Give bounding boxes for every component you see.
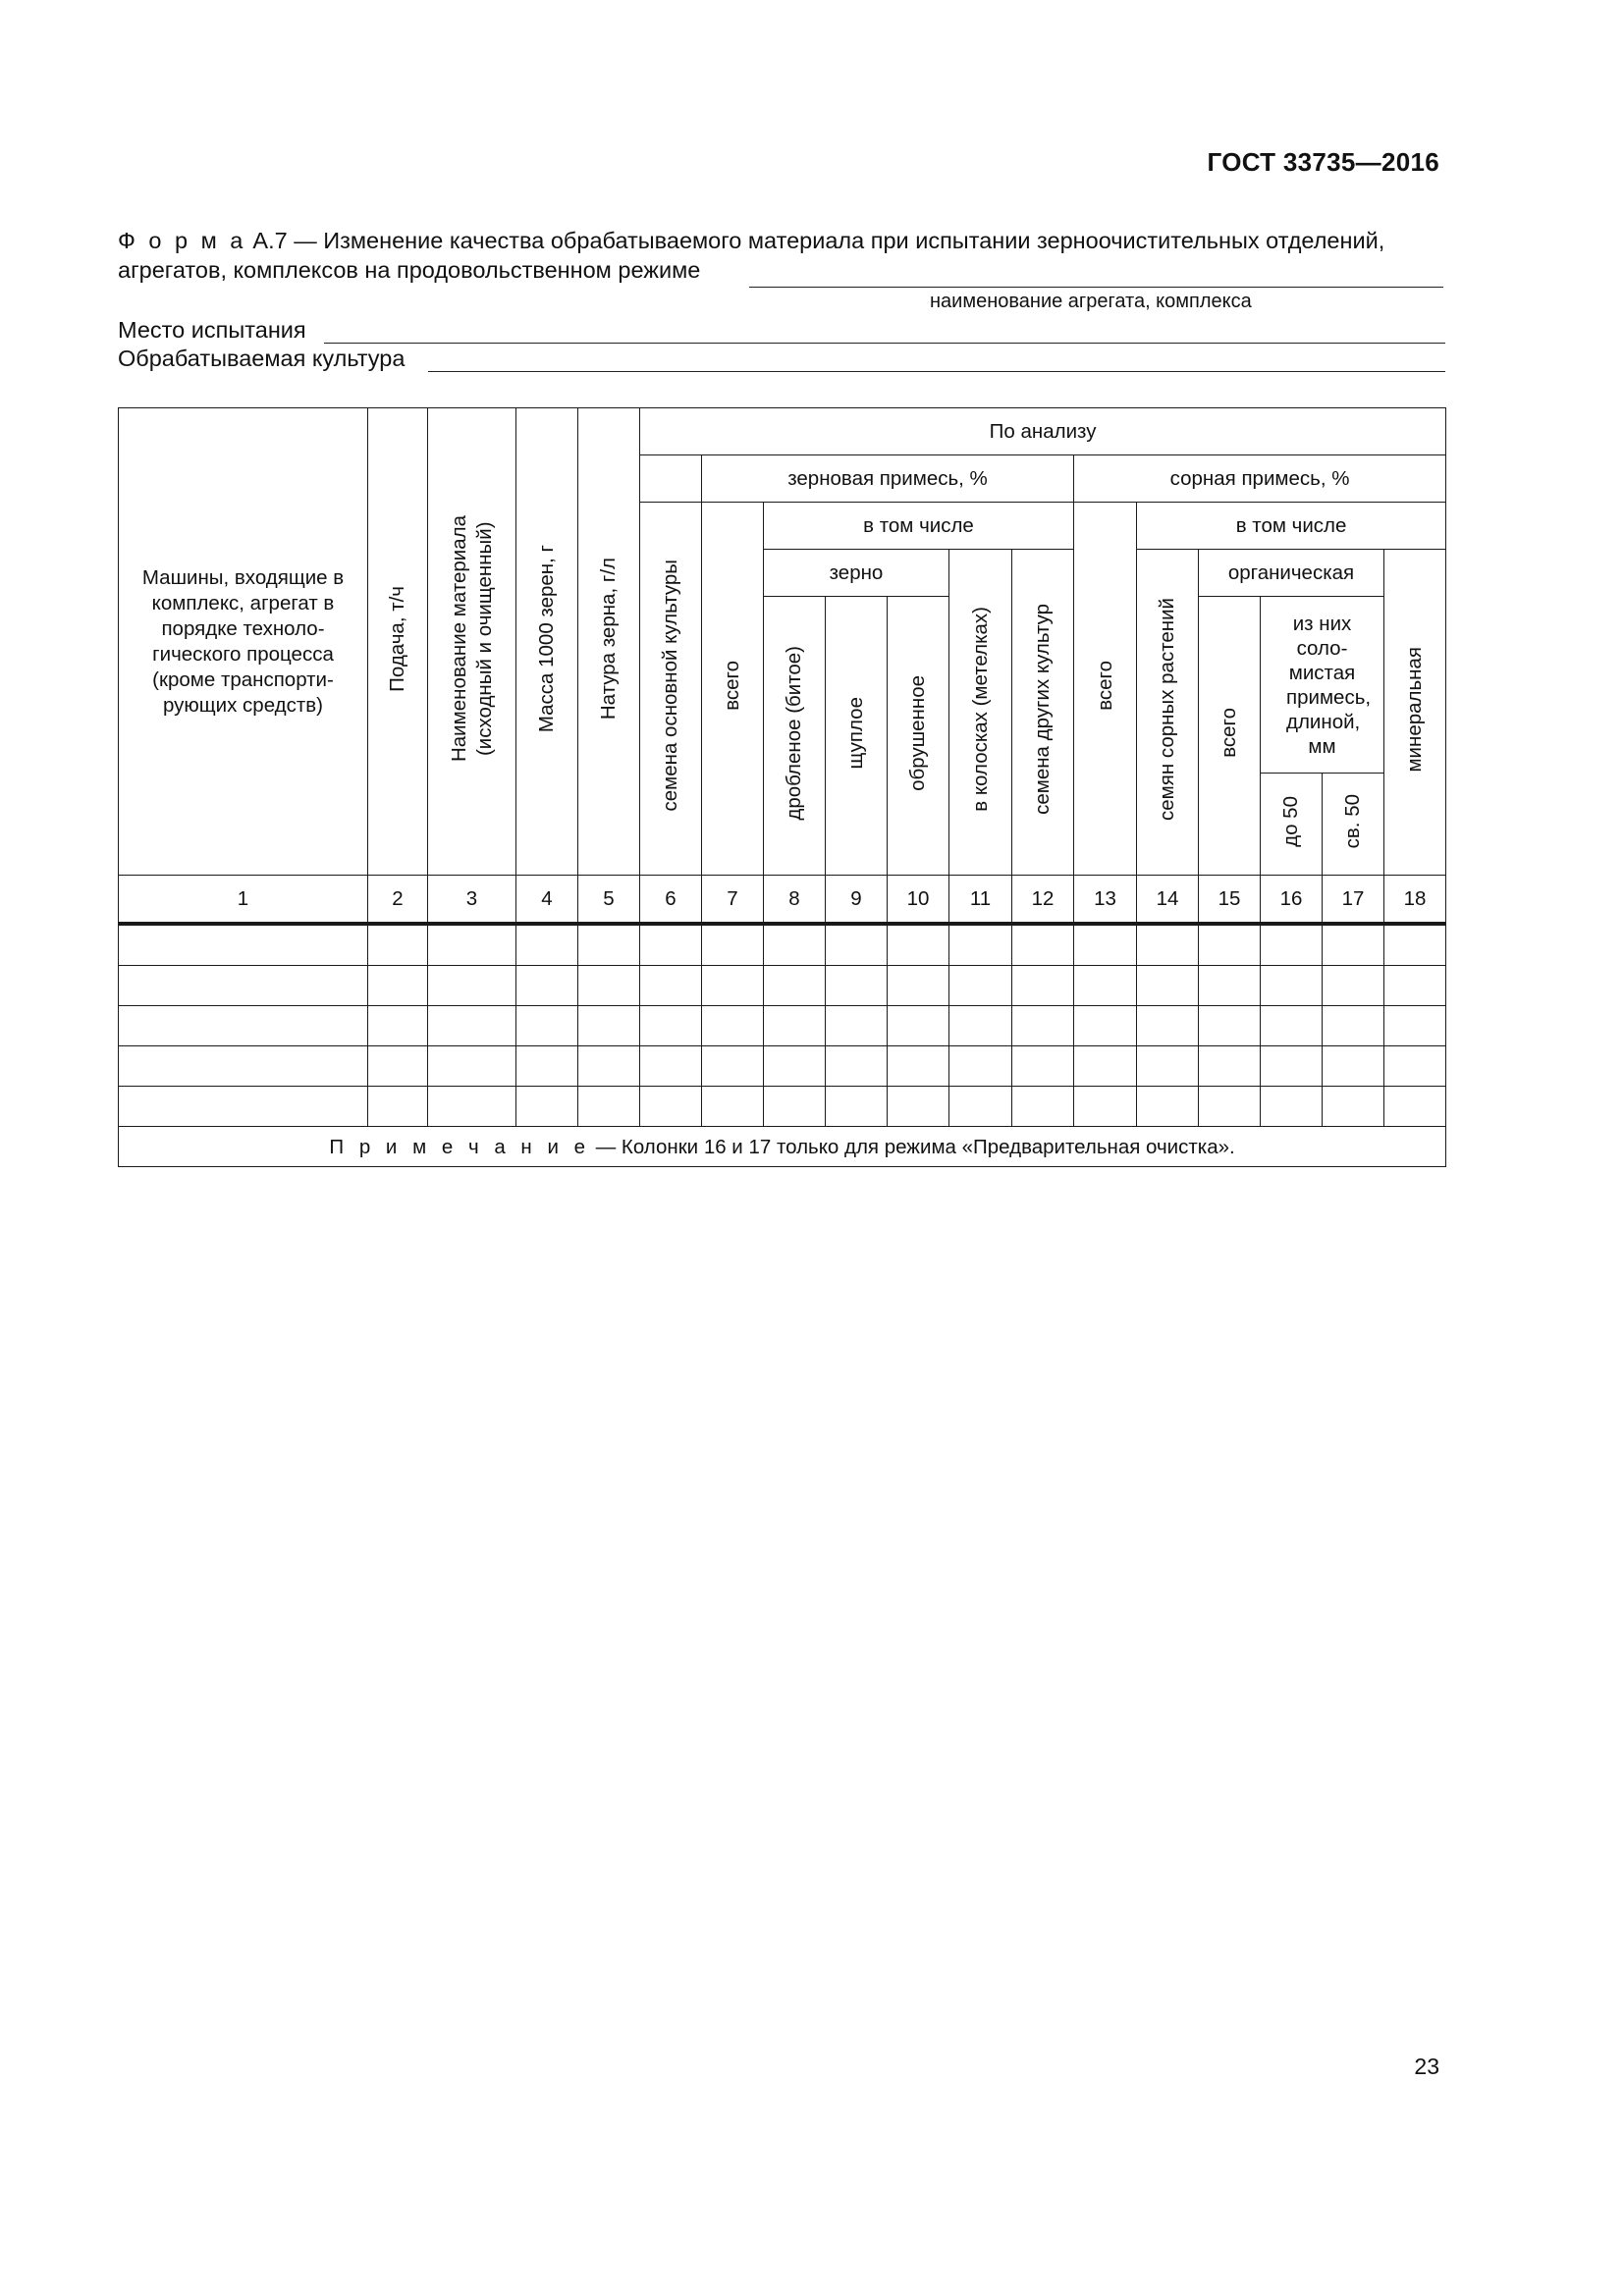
table-row — [119, 924, 1446, 966]
table-cell[interactable] — [1384, 1046, 1446, 1087]
header-material: Наименование материала (исходный и очищенный) — [428, 408, 516, 876]
header-blank — [640, 455, 702, 503]
test-place-field[interactable] — [324, 317, 1445, 344]
table-cell[interactable] — [826, 1046, 888, 1087]
column-number-cell: 12 — [1012, 876, 1074, 925]
header-straw-impurity: из них соло-мистая примесь, длиной, мм — [1261, 597, 1384, 774]
table-cell[interactable] — [640, 966, 702, 1006]
table-cell[interactable] — [1012, 924, 1074, 966]
table-cell[interactable] — [949, 966, 1012, 1006]
table-cell[interactable] — [888, 1087, 949, 1127]
column-number-cell: 18 — [1384, 876, 1446, 925]
table-cell[interactable] — [1074, 924, 1137, 966]
table-row — [119, 1087, 1446, 1127]
table-cell[interactable] — [516, 1046, 578, 1087]
table-cell[interactable] — [119, 1046, 368, 1087]
note-text: — Колонки 16 и 17 только для режима «Предварительная очистка». — [590, 1135, 1235, 1158]
table-cell[interactable] — [640, 924, 702, 966]
note-label: П р и м е ч а н и е — [329, 1135, 590, 1158]
table-cell[interactable] — [516, 1087, 578, 1127]
document-code: ГОСТ 33735—2016 — [1207, 147, 1439, 177]
table-cell[interactable] — [949, 924, 1012, 966]
header-in-ears: в колосках (метелках) — [949, 550, 1012, 876]
table-cell[interactable] — [888, 966, 949, 1006]
table-cell[interactable] — [1323, 1046, 1384, 1087]
test-place-label: Место испытания — [118, 317, 306, 343]
unit-name-caption: наименование агрегата, комплекса — [930, 291, 1252, 312]
header-by-analysis: По анализу — [640, 408, 1446, 455]
table-cell[interactable] — [826, 966, 888, 1006]
table-row — [119, 966, 1446, 1006]
table-cell[interactable] — [1137, 1087, 1199, 1127]
header-weed-including: в том числе — [1137, 503, 1446, 550]
table-cell[interactable] — [1012, 966, 1074, 1006]
table-cell[interactable] — [578, 966, 640, 1006]
column-number-cell: 13 — [1074, 876, 1137, 925]
table-cell[interactable] — [516, 966, 578, 1006]
header-main-crop-seeds: семена основной культуры — [640, 503, 702, 876]
table-cell[interactable] — [702, 966, 764, 1006]
column-number-cell: 5 — [578, 876, 640, 925]
quality-change-table — [118, 407, 1446, 1167]
column-numbers-row — [119, 876, 1446, 925]
table-cell[interactable] — [119, 1006, 368, 1046]
table-cell[interactable] — [702, 1087, 764, 1127]
table-cell[interactable] — [1137, 1006, 1199, 1046]
column-number-cell: 8 — [764, 876, 826, 925]
table-cell[interactable] — [1323, 966, 1384, 1006]
table-cell[interactable] — [1074, 1006, 1137, 1046]
header-machines: Машины, входящие в комплекс, агрегат в порядке техноло-гического процесса (кроме транспорти-рующих средств) — [119, 408, 368, 876]
header-grain-total: всего — [702, 503, 764, 876]
header-crushed: дробленое (битое) — [764, 597, 826, 876]
table-cell[interactable] — [640, 1046, 702, 1087]
page-number: 23 — [1414, 2054, 1439, 2079]
table-cell[interactable] — [428, 924, 516, 966]
crop-label: Обрабатываемая культура — [118, 346, 406, 371]
column-number-cell: 16 — [1261, 876, 1323, 925]
table-cell[interactable] — [578, 1046, 640, 1087]
table-cell[interactable] — [368, 924, 428, 966]
table-cell[interactable] — [1261, 1087, 1323, 1127]
table-cell[interactable] — [368, 1046, 428, 1087]
table-cell[interactable] — [888, 924, 949, 966]
column-number-cell: 10 — [888, 876, 949, 925]
table-cell[interactable] — [1012, 1006, 1074, 1046]
header-other-crop-seeds: семена других культур — [1012, 550, 1074, 876]
column-number-cell: 4 — [516, 876, 578, 925]
table-cell[interactable] — [764, 1006, 826, 1046]
column-number-cell: 11 — [949, 876, 1012, 925]
header-feed: Подача, т/ч — [368, 408, 428, 876]
table-note — [119, 1127, 1446, 1167]
table-cell[interactable] — [949, 1006, 1012, 1046]
table-cell[interactable] — [428, 966, 516, 1006]
table-cell[interactable] — [764, 924, 826, 966]
table-cell[interactable] — [764, 966, 826, 1006]
table-cell[interactable] — [578, 1087, 640, 1127]
table-cell[interactable] — [1261, 966, 1323, 1006]
table-cell[interactable] — [428, 1006, 516, 1046]
table-cell[interactable] — [888, 1006, 949, 1046]
table-cell[interactable] — [764, 1087, 826, 1127]
table-row — [119, 1046, 1446, 1087]
table-cell[interactable] — [1384, 1006, 1446, 1046]
table-cell[interactable] — [1384, 1087, 1446, 1127]
table-cell[interactable] — [1384, 924, 1446, 966]
table-cell[interactable] — [702, 1046, 764, 1087]
header-weed-total: всего — [1074, 503, 1137, 876]
table-cell[interactable] — [428, 1046, 516, 1087]
table-cell[interactable] — [949, 1046, 1012, 1087]
table-cell[interactable] — [1137, 1046, 1199, 1087]
table-cell[interactable] — [764, 1046, 826, 1087]
table-cell[interactable] — [949, 1087, 1012, 1127]
table-cell[interactable] — [1261, 924, 1323, 966]
table-cell[interactable] — [368, 966, 428, 1006]
table-cell[interactable] — [826, 1087, 888, 1127]
header-grain: зерно — [764, 550, 949, 597]
column-number-cell: 6 — [640, 876, 702, 925]
header-grain-including: в том числе — [764, 503, 1074, 550]
table-cell[interactable] — [368, 1087, 428, 1127]
table-cell[interactable] — [1199, 1006, 1261, 1046]
table-cell[interactable] — [1137, 924, 1199, 966]
table-cell[interactable] — [640, 1087, 702, 1127]
header-organic-total: всего — [1199, 597, 1261, 876]
blank-rows — [119, 924, 1446, 1127]
table-cell[interactable] — [1199, 1046, 1261, 1087]
header-over-50: св. 50 — [1323, 774, 1384, 876]
table-cell[interactable] — [1323, 1087, 1384, 1127]
table-cell[interactable] — [1074, 1046, 1137, 1087]
column-number-cell: 7 — [702, 876, 764, 925]
form-title-text: А.7 — Изменение качества обрабатываемого материала при испытании зерноочистительных отделений, агрегатов, комплексов на продовольственном режиме — [118, 228, 1385, 283]
table-cell[interactable] — [826, 924, 888, 966]
column-number-cell: 1 — [119, 876, 368, 925]
table-cell[interactable] — [1137, 966, 1199, 1006]
header-weed-impurity: сорная примесь, % — [1074, 455, 1446, 503]
table-cell[interactable] — [368, 1006, 428, 1046]
form-label: Ф о р м а — [118, 228, 246, 253]
table-cell[interactable] — [119, 966, 368, 1006]
header-organic: органическая — [1199, 550, 1384, 597]
table-cell[interactable] — [640, 1006, 702, 1046]
header-mass-1000: Масса 1000 зерен, г — [516, 408, 578, 876]
table-cell[interactable] — [516, 924, 578, 966]
header-hulled: обрушенное — [888, 597, 949, 876]
table-cell[interactable] — [1074, 1087, 1137, 1127]
table-cell[interactable] — [1199, 924, 1261, 966]
table-cell[interactable] — [1012, 1087, 1074, 1127]
header-grain-impurity: зерновая примесь, % — [702, 455, 1074, 503]
table-cell[interactable] — [1074, 966, 1137, 1006]
header-grain-nature: Натура зерна, г/л — [578, 408, 640, 876]
table-cell[interactable] — [119, 1087, 368, 1127]
column-number-cell: 3 — [428, 876, 516, 925]
table-cell[interactable] — [578, 1006, 640, 1046]
table-cell[interactable] — [516, 1006, 578, 1046]
column-number-cell: 2 — [368, 876, 428, 925]
table-cell[interactable] — [1199, 1087, 1261, 1127]
table-cell[interactable] — [1323, 1006, 1384, 1046]
table-cell[interactable] — [702, 924, 764, 966]
table-cell[interactable] — [1261, 1006, 1323, 1046]
table-cell[interactable] — [119, 924, 368, 966]
column-number-cell: 17 — [1323, 876, 1384, 925]
table-cell[interactable] — [702, 1006, 764, 1046]
unit-name-field[interactable] — [749, 261, 1443, 288]
column-number-cell: 14 — [1137, 876, 1199, 925]
crop-field[interactable] — [428, 346, 1445, 372]
table-cell[interactable] — [888, 1046, 949, 1087]
table-cell[interactable] — [578, 924, 640, 966]
table-cell[interactable] — [1012, 1046, 1074, 1087]
table-cell[interactable] — [826, 1006, 888, 1046]
header-up-to-50: до 50 — [1261, 774, 1323, 876]
table-cell[interactable] — [1199, 966, 1261, 1006]
header-weed-seeds: семян сорных растений — [1137, 550, 1199, 876]
table-cell[interactable] — [428, 1087, 516, 1127]
table-cell[interactable] — [1323, 924, 1384, 966]
column-number-cell: 15 — [1199, 876, 1261, 925]
header-mineral: минеральная — [1384, 550, 1446, 876]
table-cell[interactable] — [1384, 966, 1446, 1006]
column-number-cell: 9 — [826, 876, 888, 925]
table-cell[interactable] — [1261, 1046, 1323, 1087]
header-shrunken: щуплое — [826, 597, 888, 876]
table-row — [119, 1006, 1446, 1046]
